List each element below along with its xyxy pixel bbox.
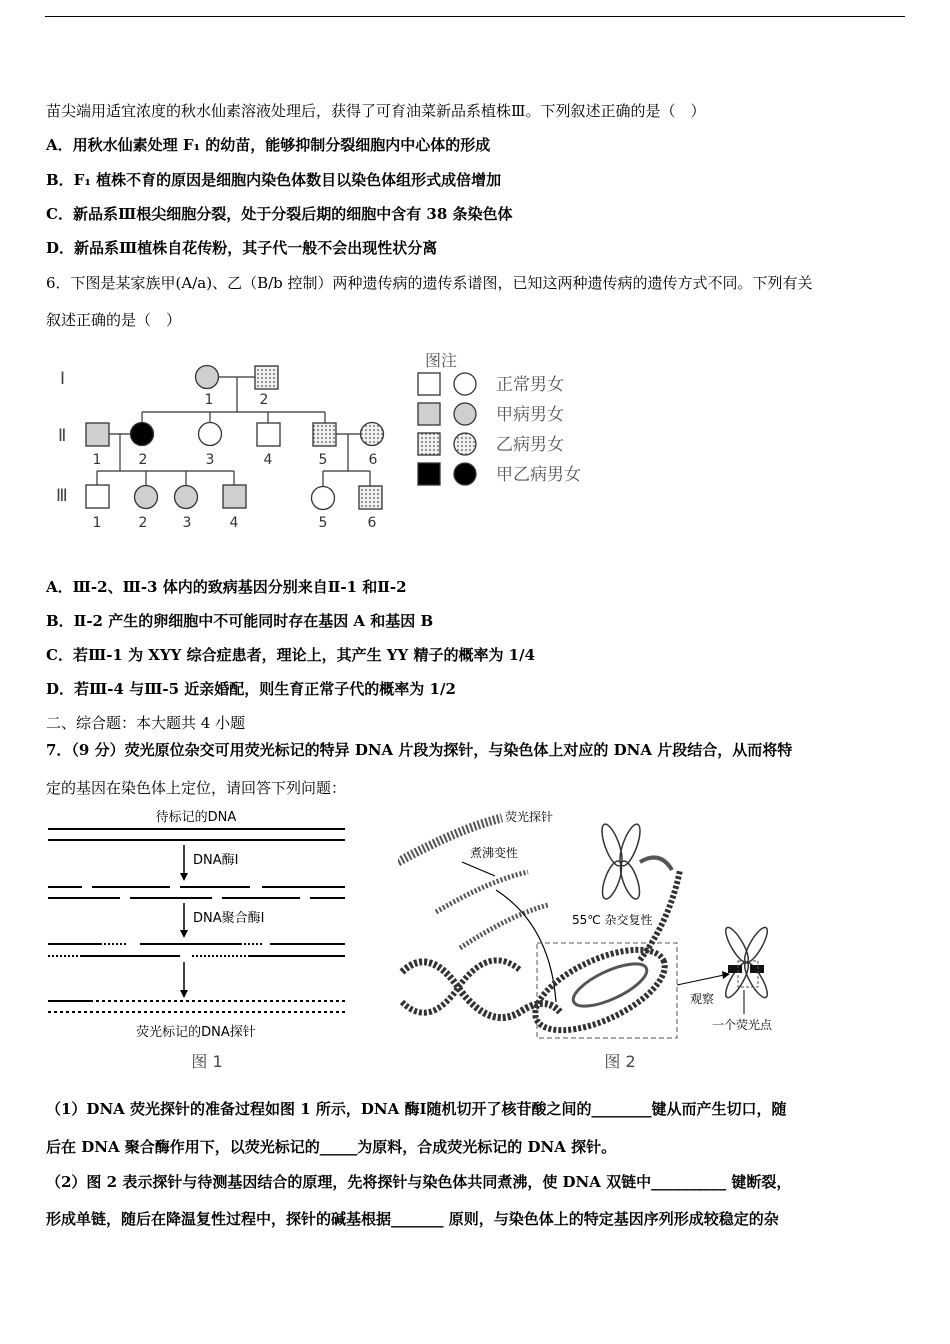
pedigree-II3-female-normal (199, 423, 222, 446)
fig2-anneal-label: 55℃ 杂交复性 (572, 913, 653, 927)
q7-stem-2: 定的基因在染色体上定位，请回答下列问题： (46, 779, 347, 797)
pedigree-III6-male-b (359, 486, 382, 509)
pedigree-II6-female-b (361, 423, 384, 446)
pedigree-III3-female-a (175, 486, 198, 509)
q6-option-a: A．Ⅲ-2、Ⅲ-3 体内的致病基因分别来自Ⅱ-1 和Ⅱ-2 (46, 578, 407, 596)
section-heading: 二、综合题：本大题共 4 小题 (46, 714, 246, 732)
fig1-enzyme2: DNA聚合酶Ⅰ (193, 911, 265, 926)
figure-1 (46, 805, 351, 1075)
num-II-6: 6 (368, 452, 378, 468)
pedigree-III1-male-normal (86, 485, 109, 508)
fig2-spot-label: 一个荧光点 (712, 1018, 773, 1032)
fig1-caption: 图 1 (191, 1052, 223, 1071)
q5-stem-end: 苗尖端用适宜浓度的秋水仙素溶液处理后，获得了可育油菜新品系植株Ⅲ。下列叙述正确的是（ ） (46, 102, 706, 120)
num-II-2: 2 (138, 452, 148, 468)
pedigree-I2-male-b (255, 366, 278, 389)
num-III-3: 3 (182, 515, 192, 531)
num-II-1: 1 (92, 452, 102, 468)
fig1-enzyme1: DNA酶Ⅰ (193, 853, 239, 868)
legend-normal: 正常男女 (496, 375, 564, 395)
pedigree-III2-female-a (135, 486, 158, 509)
pedigree-III5-female-normal (312, 487, 335, 510)
fig2-probe-label: 荧光探针 (505, 810, 554, 824)
q5-option-c: C．新品系Ⅲ根尖细胞分裂，处于分裂后期的细胞中含有 38 条染色体 (46, 205, 513, 223)
legend-ab: 甲乙病男女 (496, 465, 581, 485)
num-II-5: 5 (318, 452, 328, 468)
num-II-4: 4 (263, 452, 273, 468)
num-III-5: 5 (318, 515, 328, 531)
num-III-4: 4 (229, 515, 239, 531)
num-I-1: 1 (204, 392, 214, 408)
q6-stem-2: 叙述正确的是（ ） (46, 311, 182, 329)
gen-label-2: Ⅱ (58, 426, 67, 446)
num-III-1: 1 (92, 515, 102, 531)
num-III-6: 6 (367, 515, 377, 531)
q5-option-b: B．F₁ 植株不育的原因是细胞内染色体数目以染色体组形式成倍增加 (46, 171, 502, 189)
gen-label-1: Ⅰ (60, 369, 66, 389)
q5-option-a: A．用秋水仙素处理 F₁ 的幼苗，能够抑制分裂细胞内中心体的形成 (46, 136, 491, 154)
legend-b: 乙病男女 (496, 435, 564, 455)
num-III-2: 2 (138, 515, 148, 531)
pedigree-I1-female-a (196, 366, 219, 389)
fig2-caption: 图 2 (604, 1052, 636, 1071)
q6-option-c: C．若Ⅲ-1 为 XYY 综合症患者，理论上，其产生 YY 精子的概率为 1/4 (46, 646, 536, 664)
pedigree-II4-male-normal (257, 423, 280, 446)
q5-option-d: D．新品系Ⅲ植株自花传粉，其子代一般不会出现性状分离 (46, 239, 438, 257)
pedigree-figure (46, 345, 606, 545)
num-I-2: 2 (259, 392, 269, 408)
fig1-bottom-label: 荧光标记的DNA探针 (136, 1025, 256, 1040)
fig2-observe-label: 观察 (690, 992, 715, 1006)
fig1-top-label: 待标记的DNA (155, 810, 237, 825)
q7-part2-cont: 形成单链，随后在降温复性过程中，探针的碱基根据_______ 原则，与染色体上的特定基因序列形成较稳定的杂 (46, 1210, 779, 1228)
q6-option-d: D．若Ⅲ-4 与Ⅲ-5 近亲婚配，则生育正常子代的概率为 1/2 (46, 680, 456, 698)
q7-part1-cont: 后在 DNA 聚合酶作用下，以荧光标记的_____为原料，合成荧光标记的 DNA 探针。 (46, 1138, 617, 1156)
header-rule (45, 16, 905, 17)
pedigree-II1-male-a (86, 423, 109, 446)
q6-option-b: B．Ⅱ-2 产生的卵细胞中不可能同时存在基因 A 和基因 B (46, 612, 434, 630)
q7-part1: （1）DNA 荧光探针的准备过程如图 1 所示，DNA 酶Ⅰ随机切开了核苷酸之间的________键从而产生切口，随 (46, 1100, 787, 1118)
pedigree-II5-male-b (313, 423, 336, 446)
gen-label-3: Ⅲ (56, 486, 68, 506)
pedigree-III4-male-a (223, 485, 246, 508)
figure-2 (398, 805, 798, 1075)
q7-stem: 7．（9 分）荧光原位杂交可用荧光标记的特异 DNA 片段为探针，与染色体上对应的 DNA 片段结合，从而将特 (46, 741, 793, 759)
q6-stem: 6．下图是某家族甲(A/a)、乙（B/b 控制）两种遗传病的遗传系谱图，已知这两种遗传病的遗传方式不同。下列有关 (46, 274, 813, 292)
legend-a: 甲病男女 (496, 405, 564, 425)
legend-title: 图注 (425, 351, 458, 370)
pedigree-II2-female-ab (131, 423, 154, 446)
fig2-boil-label: 煮沸变性 (470, 846, 519, 860)
num-II-3: 3 (205, 452, 215, 468)
q7-part2: （2）图 2 表示探针与待测基因结合的原理，先将探针与染色体共同煮沸，使 DNA 双链中__________ 键断裂， (46, 1173, 792, 1191)
